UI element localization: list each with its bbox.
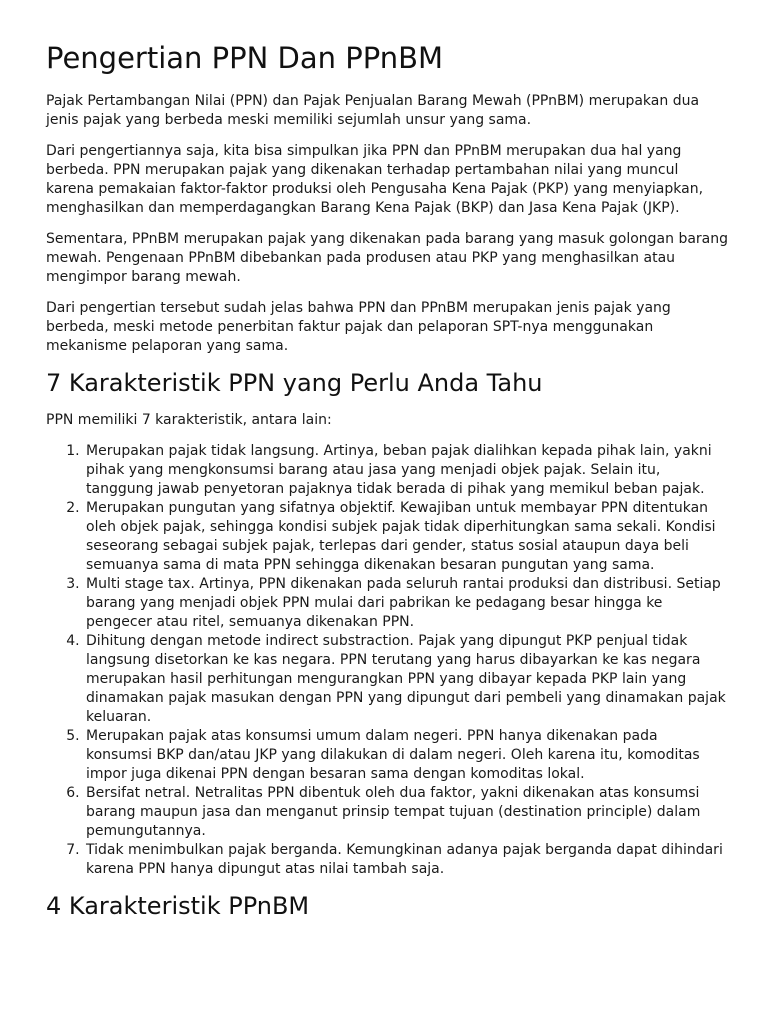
section-title-pengertian: Pengertian PPN Dan PPnBM [46, 41, 443, 75]
list-item: 4. Dihitung dengan metode indirect substraction. Pajak yang dipungut PKP penjual tidak langsung disetorkan ke kas negara. PPN terutang yang harus dibayarkan ke kas negara merupakan hasil perhitungan mengurangkan PPN yang dibayar kepada PKP lain yang dinamakan pajak masukan dengan PPN yang dipungut dari pembeli yang dinamakan pajak keluaran. [84, 632, 728, 727]
list-item: 3. Multi stage tax. Artinya, PPN dikenakan pada seluruh rantai produksi dan distribusi. Setiap barang yang menjadi objek PPN mulai dari pabrikan ke pedagang besar hingga ke pengecer atau ritel, semuanya dikenakan PPN. [84, 575, 728, 632]
list-item: 5. Merupakan pajak atas konsumsi umum dalam negeri. PPN hanya dikenakan pada konsumsi BKP dan/atau JKP yang dilakukan di dalam negeri. Oleh karena itu, komoditas impor juga dikenai PPN dengan besaran sama dengan komoditas lokal. [84, 727, 728, 784]
paragraph: Dari pengertian tersebut sudah jelas bahwa PPN dan PPnBM merupakan jenis pajak yang berbeda, meski metode penerbitan faktur pajak dan pelaporan SPT-nya menggunakan mekanisme pelaporan yang sama. [46, 300, 671, 354]
section-title-karakteristik-ppnbm: 4 Karakteristik PPnBM [46, 892, 310, 920]
list-item: 6. Bersifat netral. Netralitas PPN dibentuk oleh dua faktor, yakni dikenakan atas konsumsi barang maupun jasa dan menganut prinsip tempat tujuan (destination principle) dalam pemungutannya. [84, 784, 728, 841]
section-title-karakteristik-ppn: 7 Karakteristik PPN yang Perlu Anda Tahu [46, 369, 543, 397]
list-item: 1. Merupakan pajak tidak langsung. Artinya, beban pajak dialihkan kepada pihak lain, yakni pihak yang mengkonsumsi barang atau jasa yang menjadi objek pajak. Selain itu, tanggung jawab penyetoran pajaknya tidak berada di pihak yang memikul beban pajak. [84, 442, 728, 499]
paragraph: Sementara, PPnBM merupakan pajak yang dikenakan pada barang yang masuk golongan barang mewah. Pengenaan PPnBM dibebankan pada produsen atau PKP yang menghasilkan atau mengimpor barang mewah. [46, 231, 729, 285]
list-intro: PPN memiliki 7 karakteristik, antara lain: [46, 412, 332, 428]
paragraph: Pajak Pertambangan Nilai (PPN) dan Pajak Penjualan Barang Mewah (PPnBM) merupakan dua jenis pajak yang berbeda meski memiliki sejumlah unsur yang sama. [46, 93, 700, 128]
karakteristik-list [46, 442, 728, 879]
paragraph: Dari pengertiannya saja, kita bisa simpulkan jika PPN dan PPnBM merupakan dua hal yang berbeda. PPN merupakan pajak yang dikenakan terhadap pertambahan nilai yang muncul karena pemakaian faktor-faktor produksi oleh Pengusaha Kena Pajak (PKP) yang menyiapkan, menghasilkan dan memperdagangkan Barang Kena Pajak (BKP) dan Jasa Kena Pajak (JKP). [46, 143, 704, 216]
list-item: 2. Merupakan pungutan yang sifatnya objektif. Kewajiban untuk membayar PPN ditentukan oleh objek pajak, sehingga kondisi subjek pajak tidak diperhitungkan sama sekali. Kondisi seseorang sebagai subjek pajak, terlepas dari gender, status sosial ataupun daya beli semuanya sama di mata PPN sehingga dikenakan besaran pungutan yang sama. [84, 499, 728, 575]
list-item: 7. Tidak menimbulkan pajak berganda. Kemungkinan adanya pajak berganda dapat dihindari karena PPN hanya dipungut atas nilai tambah saja. [84, 841, 728, 879]
